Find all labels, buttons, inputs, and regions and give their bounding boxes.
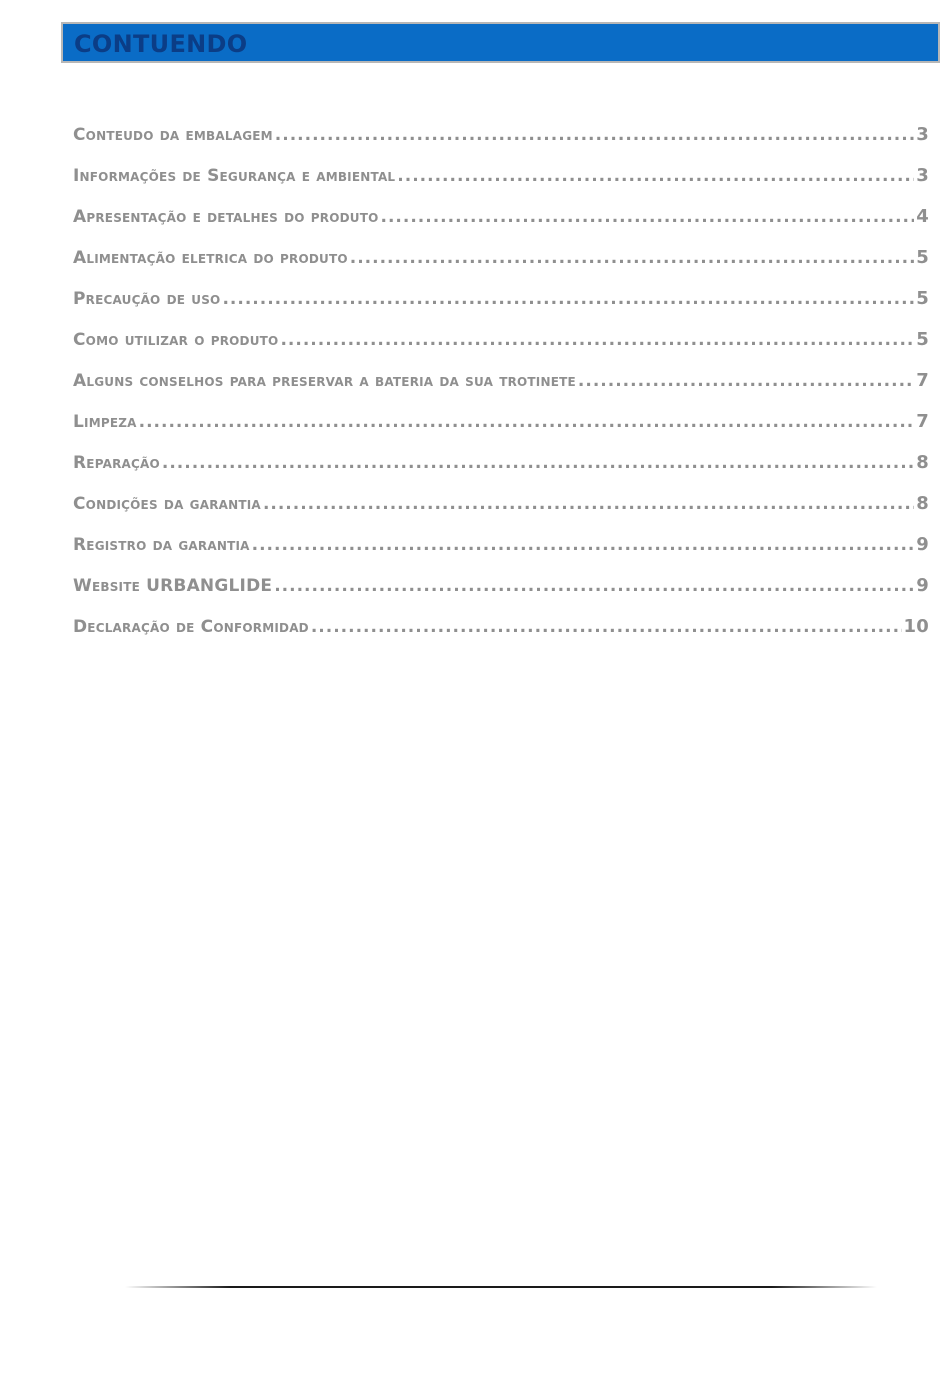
toc-entry-label: Apresentação e detalhes do produto [73, 207, 379, 227]
toc-entry-label: Reparação [73, 453, 160, 473]
toc-entry-page: 5 [916, 288, 929, 309]
toc-entry-label: Informações de Segurança e ambiental [73, 166, 396, 186]
toc-entry-page: 3 [916, 124, 929, 145]
toc-entry-page: 9 [916, 575, 929, 596]
toc-dot-leader [252, 531, 915, 559]
toc-entry[interactable] [73, 203, 929, 244]
toc-entry-label: Registro da garantia [73, 535, 250, 555]
toc-dot-leader [280, 326, 914, 354]
toc-entry[interactable] [73, 121, 929, 162]
toc-dot-leader [274, 572, 914, 600]
toc-entry[interactable] [73, 531, 929, 572]
toc-dot-leader [139, 408, 915, 436]
toc-entry-page: 7 [916, 411, 929, 432]
toc-entry-label: Como utilizar o produto [73, 330, 279, 350]
toc-entry[interactable] [73, 326, 929, 367]
toc-entry[interactable] [73, 367, 929, 408]
toc-entry-label: Precaução de uso [73, 289, 221, 309]
toc-dot-leader [162, 449, 914, 477]
toc-dot-leader [578, 367, 914, 395]
toc-entry-page: 7 [916, 370, 929, 391]
toc-entry-label [73, 572, 272, 600]
toc-entry[interactable] [73, 285, 929, 326]
toc-dot-leader [263, 490, 914, 518]
toc-entry-label: Limpeza [73, 412, 137, 432]
toc-entry[interactable] [73, 490, 929, 531]
toc-dot-leader [397, 162, 914, 190]
toc-dot-leader [381, 203, 915, 231]
toc-entry[interactable] [73, 572, 929, 613]
toc-entry[interactable] [73, 613, 929, 654]
toc-dot-leader [350, 244, 915, 272]
toc-entry-label: Conteudo da embalagem [73, 125, 273, 145]
toc-entry-page: 8 [916, 452, 929, 473]
toc-dot-leader [311, 613, 902, 641]
toc-entry[interactable] [73, 449, 929, 490]
footer-divider [125, 1286, 877, 1288]
toc-entry-page: 10 [903, 616, 929, 637]
toc-entry[interactable] [73, 408, 929, 449]
toc-entry-page: 3 [916, 165, 929, 186]
toc-entry-label: Declaração de Conformidad [73, 617, 309, 637]
toc-entry-label: Alimentação eletrica do produto [73, 248, 348, 268]
toc-entry-label-brand: URBANGLIDE [146, 576, 273, 596]
toc-entry-page: 5 [916, 329, 929, 350]
toc-entry[interactable] [73, 244, 929, 285]
section-header [61, 22, 940, 63]
table-of-contents [73, 121, 929, 654]
toc-entry[interactable] [73, 162, 929, 203]
toc-entry-label-prefix: Website [73, 576, 140, 596]
toc-entry-page: 4 [916, 206, 929, 227]
section-title: CONTUENDO [74, 30, 248, 58]
toc-entry-label: Condições da garantia [73, 494, 261, 514]
toc-entry-page: 8 [916, 493, 929, 514]
toc-dot-leader [275, 121, 914, 149]
toc-entry-label: Alguns conselhos para preservar a bateria da sua trotinete [73, 371, 576, 391]
toc-entry-page: 9 [916, 534, 929, 555]
toc-entry-page: 5 [916, 247, 929, 268]
toc-dot-leader [222, 285, 914, 313]
